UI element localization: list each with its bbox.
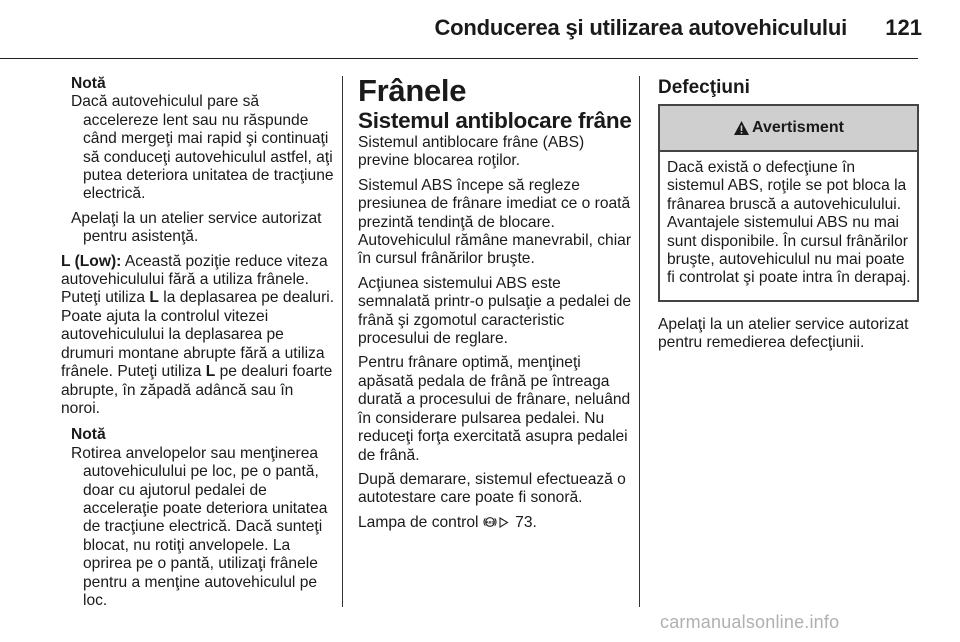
header-rule	[0, 58, 918, 59]
column-middle	[358, 74, 633, 532]
watermark-text: carmanualsonline.info	[660, 612, 840, 632]
note-paragraph: Rotirea anvelopelor sau menţinerea autovehiculului pe loc, pe o pantă, doar cu ajutorul pedalei de acceleraţie poate deteriora unitatea de tracţiune electrică. Dacă sunteţi blocat, nu rotiţi anvelopele. La oprirea pe o pantă, utilizaţi frânele pentru a menţine autovehiculul pe loc.	[71, 444, 328, 609]
section-heading: Defecţiuni	[658, 77, 750, 98]
warning-header	[660, 106, 917, 152]
abs-lamp-icon	[483, 515, 497, 529]
body-paragraph: Sistemul antiblocare frâne (ABS) previne blocarea roţilor.	[358, 134, 585, 170]
low-paragraph: L (Low): Această poziţie reduce viteza autovehiculului fără a utiliza frânele. Puteţi utiliza L la deplasarea pe dealuri. Poate ajuta la controlul vitezei autovehiculului la deplasarea pe drumuri montane abrupte fără a utiliza frânele. Puteţi utiliza L pe dealuri foarte abrupte, în zăpadă adâncă sau în noroi.	[61, 252, 335, 417]
column-right	[658, 77, 920, 99]
low-label: L (Low):	[61, 252, 122, 270]
body-paragraph: După demarare, sistemul efectuează o autotestare care poate fi sonoră.	[358, 470, 626, 507]
section-heading: Frânele	[358, 73, 467, 108]
note-title: Notă	[71, 75, 106, 92]
warning-text: Dacă există o defecţiune în sistemul ABS, roţile se pot bloca la frânarea bruscă a autovehiculului. Avantajele sistemului ABS nu mai sunt disponibile. În cursul frânărilor bruşte, autovehiculul nu mai poate fi controlat şi poate intra în derapaj.	[667, 159, 911, 287]
note-title: Notă	[71, 426, 106, 444]
body-paragraph: Sistemul ABS începe să regleze presiunea de frânare imediat ce o roată prezintă tendinţă de blocare. Autovehiculul rămâne manevrabil, chiar în cursul frânărilor bruşte.	[358, 176, 632, 268]
note-paragraph: Apelaţi la un atelier service autorizat pentru asistenţă.	[71, 209, 322, 246]
column-right-body	[658, 316, 920, 353]
svg-text:ABS: ABS	[485, 519, 495, 525]
control-lamp-paragraph: Lampa de control ABS 73.	[358, 513, 537, 531]
column-left	[61, 75, 336, 610]
column-divider-2	[639, 76, 640, 607]
page-reference-triangle-icon	[498, 517, 509, 528]
subsection-heading: Sistemul antiblocare frâne	[358, 108, 632, 133]
body-paragraph: Pentru frânare optimă, menţineţi apăsată pedala de frână pe întreaga durată a procesului de frânare, neluând în considerare pulsarea pedalei. Nu reduceţi forţa exercitată asupra pedalei de frână.	[358, 354, 631, 464]
page-header	[0, 0, 960, 60]
note-paragraph: Dacă autovehiculul pare să accelereze lent sau nu răspunde când mergeţi mai rapid şi continuaţi să conduceţi autovehiculul astfel, aţi putea deteriora unitatea de tracţiune electrică.	[71, 93, 334, 203]
note-block-1	[61, 75, 336, 247]
body-paragraph: Acţiunea sistemului ABS este semnalată printr-o pulsaţie a pedalei de frână şi zgomotul caracteristic procesului de reglare.	[358, 274, 632, 348]
warning-triangle-icon	[733, 120, 750, 136]
page-number: 121	[885, 15, 922, 40]
warning-box	[658, 104, 919, 302]
warning-title: Avertisment	[752, 119, 844, 136]
column-divider-1	[342, 76, 343, 607]
header-title: Conducerea şi utilizarea autovehiculului	[434, 15, 847, 40]
note-block-2	[61, 426, 336, 610]
body-paragraph: Apelaţi la un atelier service autorizat pentru remedierea defecţiunii.	[658, 316, 909, 352]
